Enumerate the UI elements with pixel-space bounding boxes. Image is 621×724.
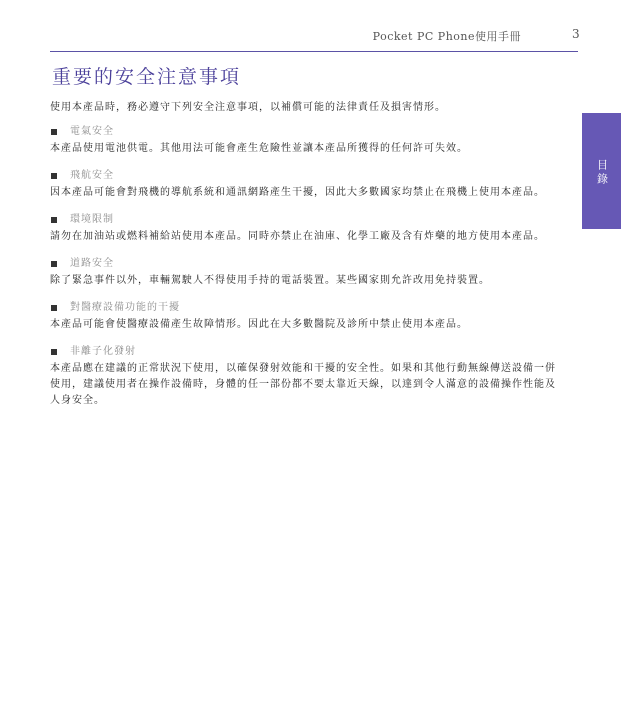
table-of-contents-tab[interactable] <box>582 113 621 229</box>
section-heading-text: 環境限制 <box>70 214 114 225</box>
section-heading <box>50 124 562 140</box>
section-heading-text: 非離子化發射 <box>70 346 136 357</box>
section-heading-text: 電氣安全 <box>70 126 114 137</box>
square-bullet-icon <box>51 305 57 311</box>
section-heading-text: 飛航安全 <box>70 170 114 181</box>
section-body: 因本產品可能會對飛機的導航系統和通訊網路產生干擾，因此大多數國家均禁止在飛機上使用本產品。 <box>50 187 545 198</box>
section-body: 本產品使用電池供電。其他用法可能會產生危險性並讓本產品所獲得的任何許可失效。 <box>50 143 468 154</box>
running-header: Pocket PC Phone使用手冊 <box>372 30 521 43</box>
section-heading <box>50 256 562 272</box>
section-heading <box>50 344 562 360</box>
section-heading <box>50 168 562 184</box>
square-bullet-icon <box>51 217 57 223</box>
section-body: 本產品應在建議的正常狀況下使用，以確保發射效能和干擾的安全性。如果和其他行動無線傳送設備一併使用，建議使用者在操作設備時，身體的任一部份都不要太靠近天線，以達到令人滿意的設備操作性能及人身安全。 <box>50 363 556 406</box>
intro-paragraph: 使用本產品時，務必遵守下列安全注意事項，以補償可能的法律責任及損害情形。 <box>50 102 446 113</box>
header-divider <box>50 51 578 52</box>
side-tab-label: 目錄 <box>595 159 609 187</box>
section-heading-text: 對醫療設備功能的干擾 <box>70 302 180 313</box>
square-bullet-icon <box>51 129 57 135</box>
page-title: 重要的安全注意事項 <box>52 66 242 88</box>
section-body: 本產品可能會使醫療設備產生故障情形。因此在大多數醫院及診所中禁止使用本產品。 <box>50 319 468 330</box>
section-medical-interference <box>50 300 562 333</box>
square-bullet-icon <box>51 173 57 179</box>
section-body: 請勿在加油站或燃料補給站使用本產品。同時亦禁止在油庫、化學工廠及含有炸藥的地方使用本產品。 <box>50 231 545 242</box>
section-heading <box>50 212 562 228</box>
section-heading-text: 道路安全 <box>70 258 114 269</box>
content-body <box>50 100 562 420</box>
section-electrical-safety <box>50 124 562 157</box>
section-body: 除了緊急事件以外，車輛駕駛人不得使用手持的電話裝置。某些國家則允許改用免持裝置。 <box>50 275 490 286</box>
section-environment-restrictions <box>50 212 562 245</box>
square-bullet-icon <box>51 349 57 355</box>
section-heading <box>50 300 562 316</box>
section-road-safety <box>50 256 562 289</box>
section-non-ionizing-radiation <box>50 344 562 409</box>
section-flight-safety <box>50 168 562 201</box>
page-number: 3 <box>572 27 580 41</box>
square-bullet-icon <box>51 261 57 267</box>
